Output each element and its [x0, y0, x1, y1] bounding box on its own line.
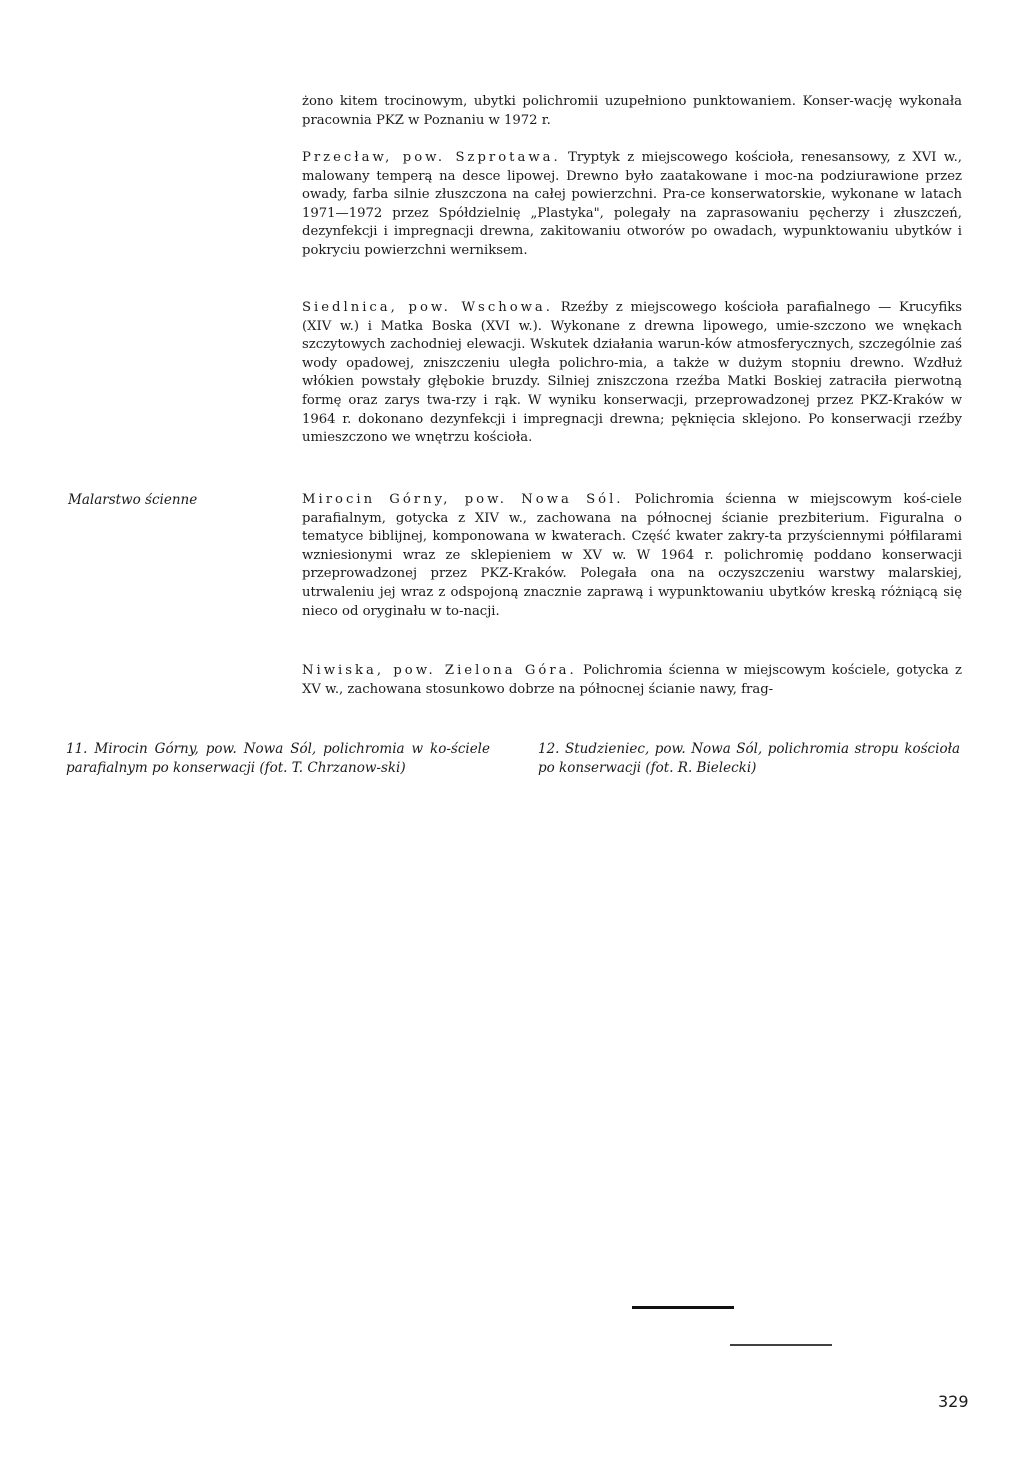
- scan-artifact-line: [730, 1344, 832, 1346]
- entry-text: Polichromia ścienna w miejscowym kościele, gotycka z XV w., zachowana stosunkowo dobrze na północnej ścianie nawy, frag-: [302, 663, 962, 697]
- section-label: Malarstwo ścienne: [68, 492, 198, 508]
- paragraph-3: [302, 299, 962, 448]
- paragraph-5: [302, 662, 962, 699]
- paragraph-2: [302, 149, 962, 261]
- body-text-block-1: [302, 93, 962, 130]
- entry-siedlnica: [302, 299, 962, 448]
- paragraph-4: [302, 491, 962, 621]
- figure-caption-12: 12. Studzieniec, pow. Nowa Sól, polichromia stropu kościoła po konserwacji (fot. R. Bielecki): [538, 741, 960, 776]
- paragraph-1: żono kitem trocinowym, ubytki polichromii uzupełniono punktowaniem. Konser-wację wykonała pracownia PKZ w Poznaniu w 1972 r.: [302, 94, 962, 128]
- entry-text: Polichromia ścienna w miejscowym koś-ciele parafialnym, gotycka z XIV w., zachowana na północnej ścianie prezbiterium. Figuralna o tematyce biblijnej, komponowana w kwaterach. Część kwater zakry-ta przyściennymi półfilarami wzniesionymi wraz ze sklepieniem w XV w. W 1964 r. polichromię poddano konserwacji przeprowadzonej przez PKZ-Kraków. Polegała ona na oczyszczeniu warstwy malarskiej, utrwaleniu jej wraz z odspojoną znacznie zaprawą i wypunktowaniu ubytków kreską różniącą się nieco od oryginału w to-nacji.: [302, 492, 962, 619]
- place-heading: Przecław, pow. Szprotawa.: [302, 150, 561, 165]
- page-number: 329: [938, 1392, 969, 1411]
- entry-text: Tryptyk z miejscowego kościoła, renesansowy, z XVI w., malowany temperą na desce lipowej. Drewno było zaatakowane i moc-na podziurawione przez owady, farba silnie złuszczona na całej powierzchni. Pra-ce konserwatorskie, wykonane w latach 1971—1972 przez Spółdzielnię „Plastyka", polegały na zaprasowaniu pęcherzy i złuszczeń, dezynfekcji i impregnacji drewna, zakitowaniu otworów po owadach, wypunktowaniu ubytków i pokryciu powierzchni werniksem.: [302, 150, 963, 258]
- scan-artifact-line: [632, 1306, 734, 1309]
- entry-mirocin: [302, 491, 962, 621]
- entry-przeclaw: [302, 149, 962, 261]
- entry-niwiska: [302, 662, 962, 699]
- figure-caption-11: 11. Mirocin Górny, pow. Nowa Sól, polichromia w ko-ściele parafialnym po konserwacji (fot. T. Chrzanow-ski): [66, 741, 490, 776]
- place-heading: Mirocin Górny, pow. Nowa Sól.: [302, 492, 624, 507]
- place-heading: Niwiska, pow. Zielona Góra.: [302, 663, 577, 678]
- entry-text: Rzeźby z miejscowego kościoła parafialnego — Krucyfiks (XIV w.) i Matka Boska (XVI w.). Wykonane z drewna lipowego, umie-szczono we wnękach szczytowych zachodniej elewacji. Wskutek działania warun-ków atmosferycznych, szczególnie zaś wody opadowej, zniszczeniu uległa polichro-mia, a także w dużym stopniu drewno. Wzdłuż włókien powstały głębokie bruzdy. Silniej zniszczona rzeźba Matki Boskiej zatraciła pierwotną formę oraz zarys twa-rzy i rąk. W wyniku konserwacji, przeprowadzonej przez PKZ-Kraków w 1964 r. dokonano dezynfekcji i impregnacji drewna; pęknięcia sklejono. Po konserwacji rzeźby umieszczono we wnętrzu kościoła.: [302, 300, 963, 446]
- place-heading: Siedlnica, pow. Wschowa.: [302, 300, 553, 315]
